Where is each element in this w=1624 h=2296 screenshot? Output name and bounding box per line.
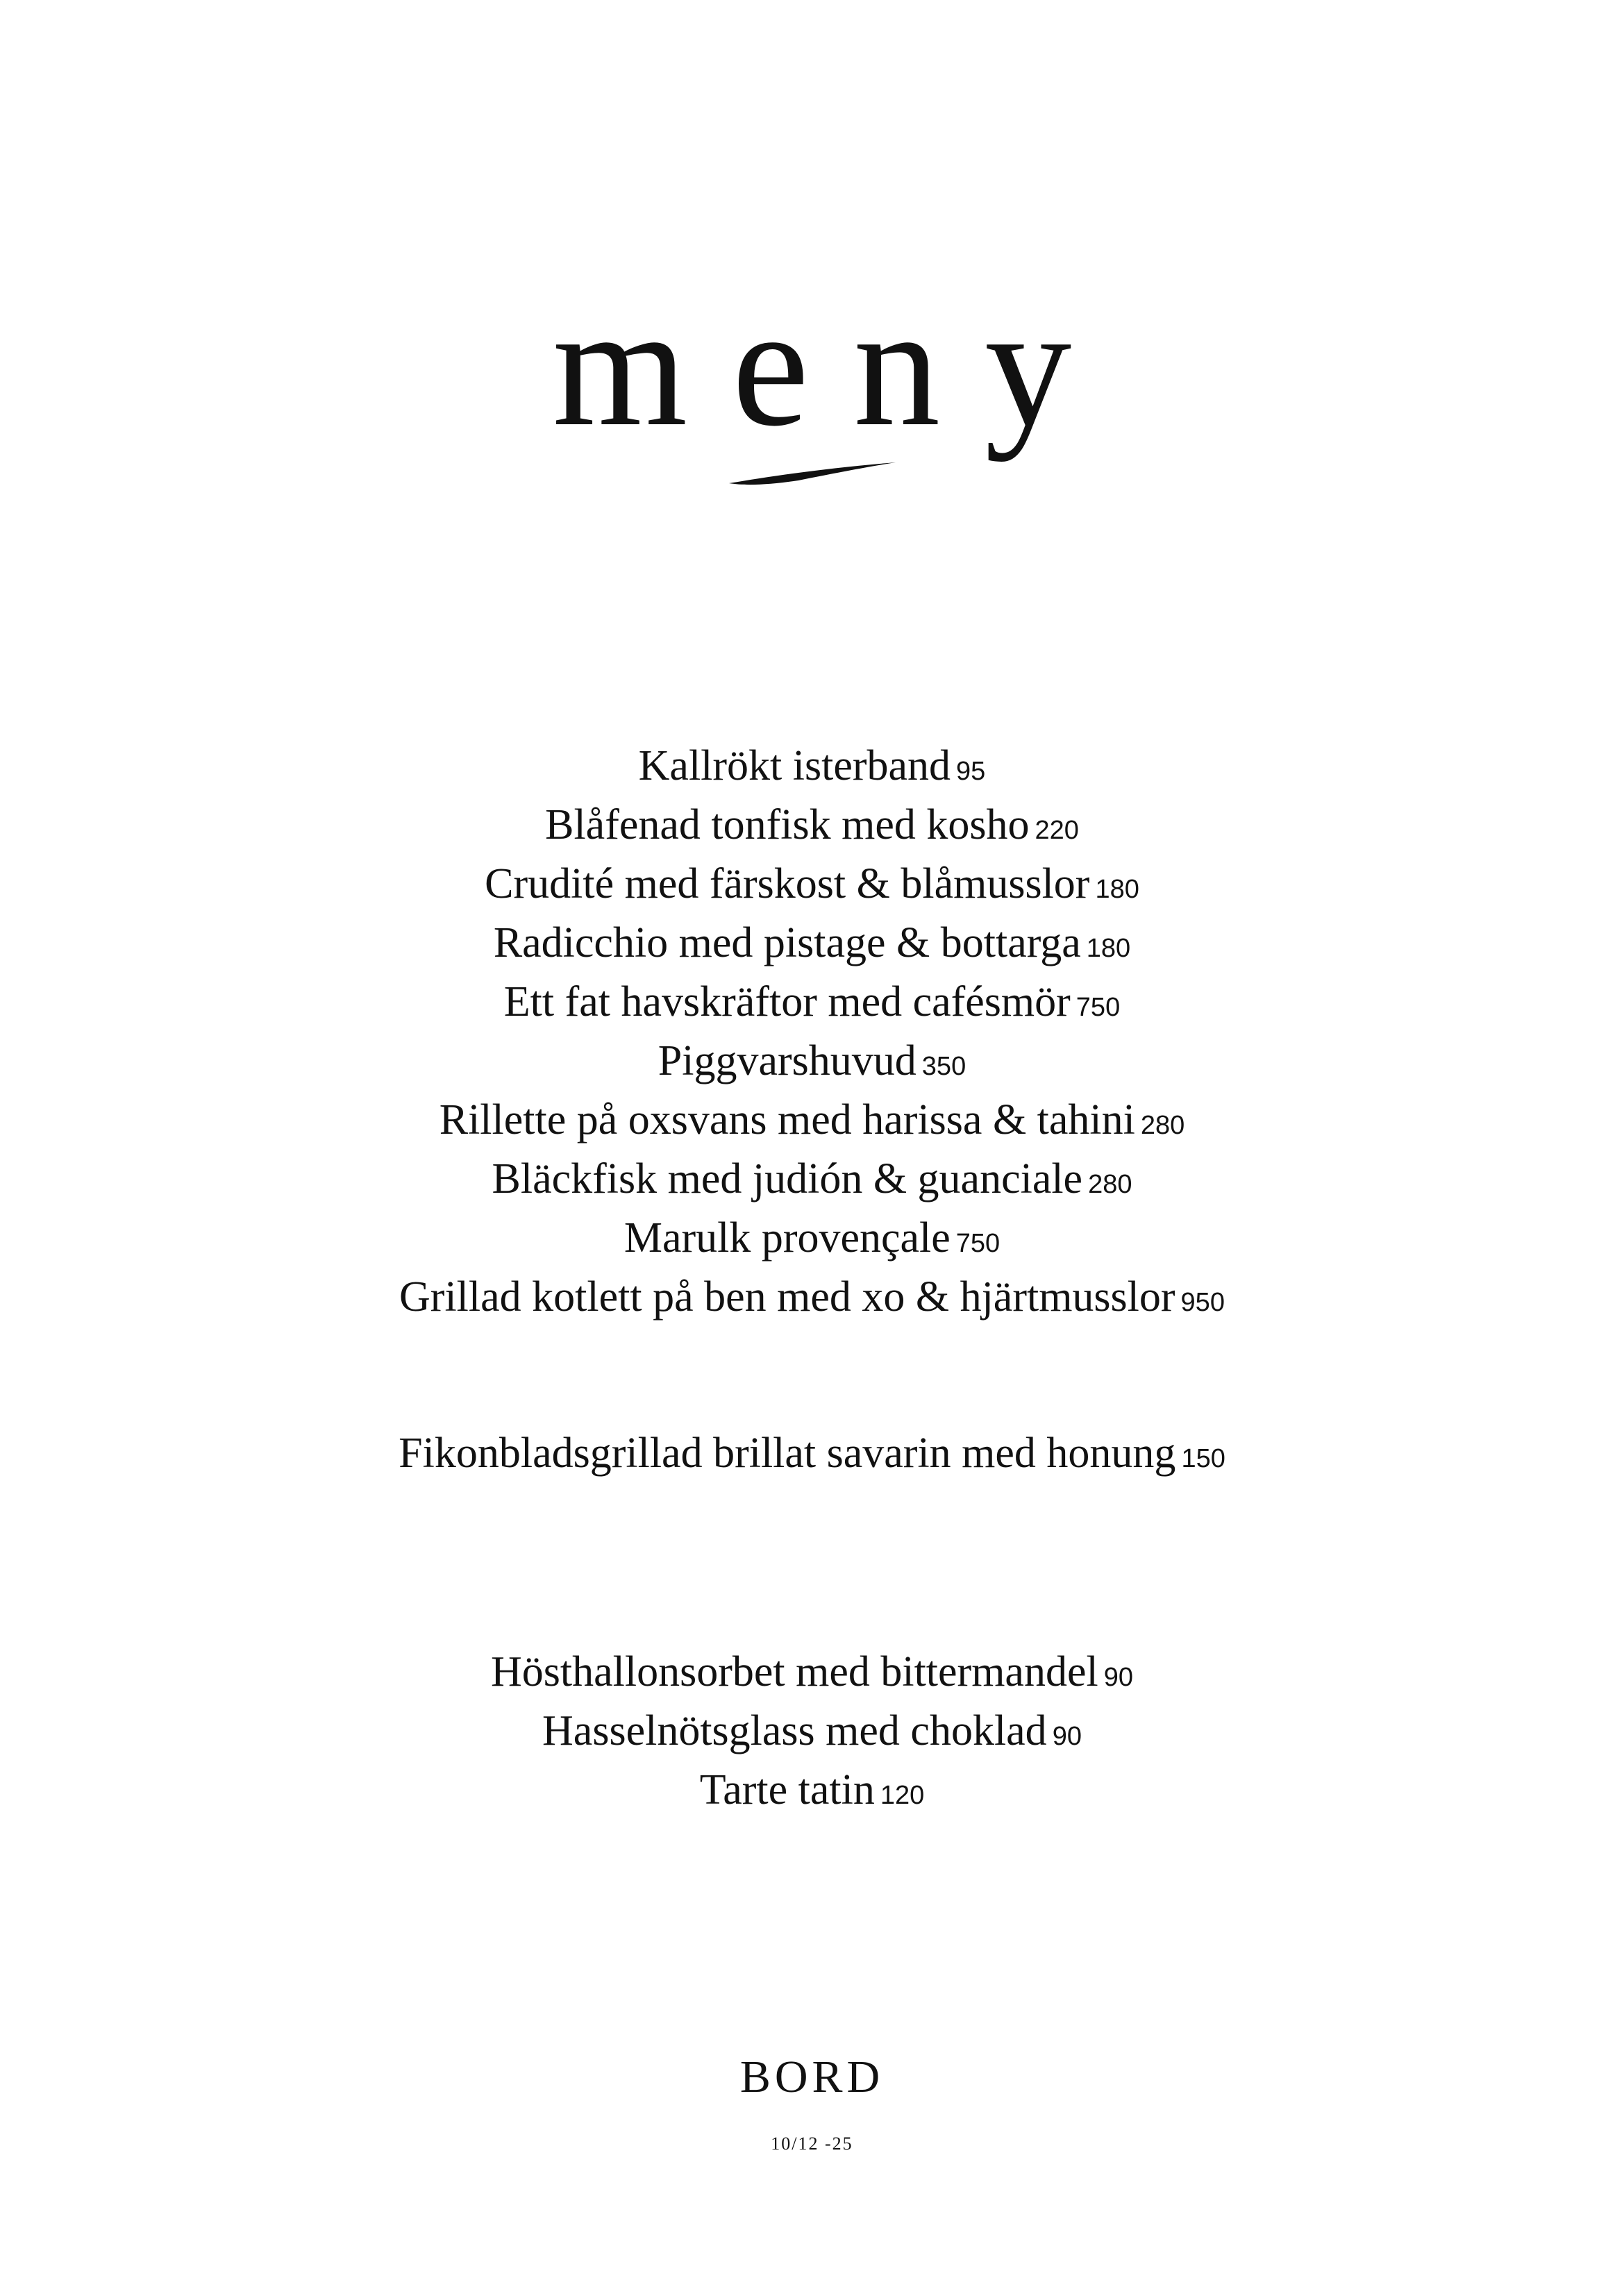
item-price: 150 — [1181, 1444, 1225, 1473]
menu-item — [0, 1427, 1624, 1486]
page-title: meny — [552, 269, 1116, 462]
restaurant-logo-text: BORD — [739, 2052, 885, 2102]
item-price: 120 — [880, 1781, 925, 1810]
item-price: 180 — [1086, 934, 1131, 963]
item-price: 95 — [956, 757, 986, 786]
item-name: Grillad kotlett på ben med xo & hjärtmusslor — [399, 1273, 1175, 1321]
item-price: 220 — [1035, 816, 1079, 845]
item-name: Piggvarshuvud — [658, 1037, 916, 1084]
item-name: Hösthallonsorbet med bittermandel — [491, 1648, 1098, 1695]
item-price: 90 — [1103, 1663, 1133, 1692]
menu-item — [0, 1153, 1624, 1212]
item-name: Hasselnötsglass med choklad — [542, 1707, 1047, 1754]
menu-item — [0, 857, 1624, 916]
item-name: Radicchio med pistage & bottarga — [493, 919, 1081, 966]
item-price: 280 — [1140, 1111, 1185, 1140]
menu-item — [0, 1212, 1624, 1271]
item-price: 350 — [921, 1052, 966, 1081]
menu-item — [0, 739, 1624, 798]
item-price: 750 — [1075, 993, 1121, 1022]
menu-item — [0, 975, 1624, 1034]
item-name: Kallrökt isterband — [638, 742, 951, 789]
menu-item — [0, 1034, 1624, 1093]
menu-item — [0, 1271, 1624, 1330]
item-price: 950 — [1180, 1288, 1225, 1317]
menu-item — [0, 1763, 1624, 1822]
item-price: 750 — [955, 1229, 1001, 1258]
menu-item — [0, 916, 1624, 975]
item-name: Rillette på oxsvans med harissa & tahini — [439, 1096, 1135, 1143]
menu-item — [0, 1093, 1624, 1153]
item-price: 280 — [1088, 1170, 1132, 1199]
item-name: Ett fat havskräftor med cafésmör — [503, 978, 1071, 1025]
menu-item — [0, 1704, 1624, 1763]
item-name: Marulk provençale — [623, 1214, 951, 1262]
item-price: 90 — [1052, 1722, 1082, 1751]
item-name: Crudité med färskost & blåmusslor — [485, 860, 1090, 907]
cheese-section — [0, 1427, 1624, 1486]
menu-item — [0, 798, 1624, 857]
item-name: Fikonbladsgrillad brillat savarin med honung — [399, 1430, 1176, 1477]
desserts-section — [0, 1645, 1624, 1822]
brush-stroke-divider — [722, 461, 903, 489]
item-price: 180 — [1095, 875, 1139, 904]
menu-date: 10/12 -25 — [771, 2134, 853, 2154]
item-name: Tarte tatin — [699, 1766, 875, 1813]
item-name: Blåfenad tonfisk med kosho — [545, 801, 1030, 848]
item-name: Bläckfisk med judión & guanciale — [492, 1155, 1083, 1203]
menu-item — [0, 1645, 1624, 1704]
mains-section — [0, 739, 1624, 1330]
